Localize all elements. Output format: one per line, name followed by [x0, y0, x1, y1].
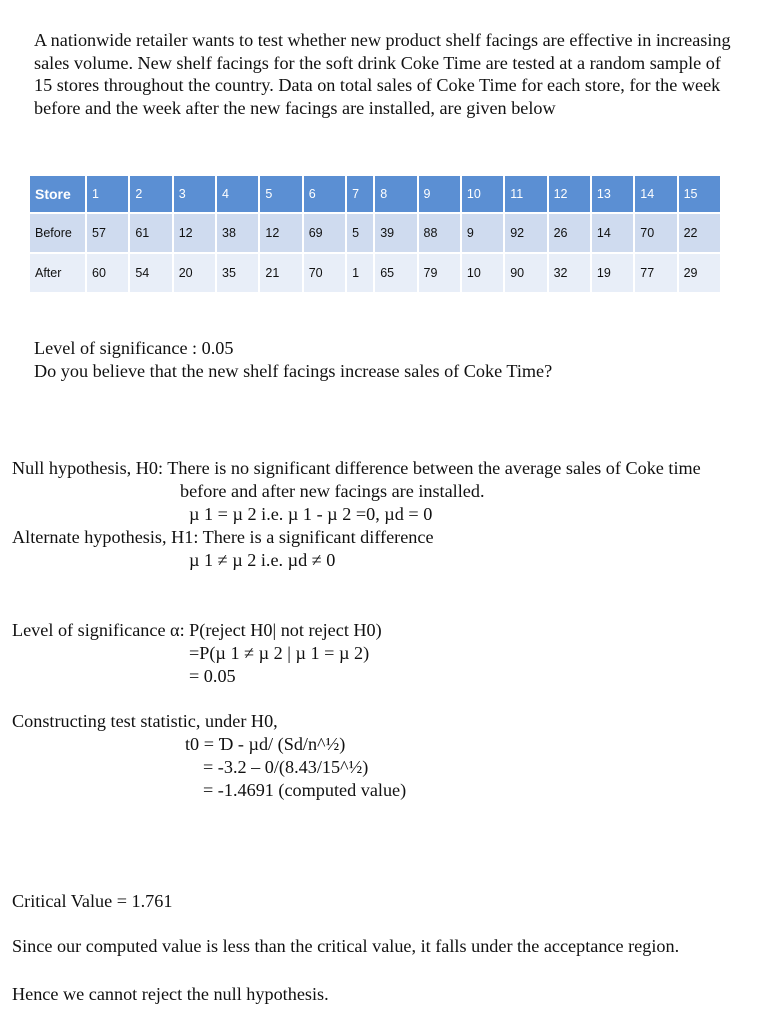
alternate-hypothesis-formula: µ 1 ≠ µ 2 i.e. µd ≠ 0: [189, 550, 336, 570]
store-number: 8: [375, 176, 416, 212]
table-cell: 5: [347, 214, 373, 252]
table-cell: 14: [592, 214, 633, 252]
table-cell: 32: [549, 254, 590, 292]
table-cell: 35: [217, 254, 258, 292]
store-number: 7: [347, 176, 373, 212]
store-number: 11: [505, 176, 546, 212]
critical-value: Critical Value = 1.761: [12, 891, 173, 911]
store-number: 4: [217, 176, 258, 212]
table-cell: 61: [130, 214, 171, 252]
table-cell: 39: [375, 214, 416, 252]
alpha-value: = 0.05: [189, 666, 236, 686]
comparison-statement: Since our computed value is less than the critical value, it falls under the acceptance region.: [12, 936, 680, 956]
test-statistic-formula: t0 = Ɗ - µd/ (Sd/n^½): [185, 734, 346, 754]
table-cell: 65: [375, 254, 416, 292]
table-cell: 29: [679, 254, 720, 292]
table-cell: 88: [419, 214, 460, 252]
intro-paragraph: A nationwide retailer wants to test whether new product shelf facings are effective in increasing sales volume. New shelf facings for the soft drink Coke Time are tested at a random sample of 15 stores throughout the country. Data on total sales of Coke Time for each store, for the week before and the week after the new facings are installed, are given below: [34, 30, 731, 118]
store-number: 2: [130, 176, 171, 212]
table-cell: 9: [462, 214, 503, 252]
table-cell: 10: [462, 254, 503, 292]
store-number: 15: [679, 176, 720, 212]
store-number: 5: [260, 176, 301, 212]
table-cell: 26: [549, 214, 590, 252]
table-cell: 69: [304, 214, 345, 252]
table-cell: 12: [260, 214, 301, 252]
table-cell: 60: [87, 254, 128, 292]
store-number: 13: [592, 176, 633, 212]
table-row-after: [30, 254, 720, 292]
table-cell: 70: [304, 254, 345, 292]
table-cell: 12: [174, 214, 215, 252]
test-statistic-substitution: = -3.2 – 0/(8.43/15^½): [203, 757, 369, 777]
question-text: Do you believe that the new shelf facings increase sales of Coke Time?: [34, 361, 553, 381]
alternate-hypothesis: Alternate hypothesis, H1: There is a significant difference: [12, 527, 434, 547]
row-label: Before: [30, 214, 85, 252]
table-header-row: [30, 176, 720, 212]
store-number: 14: [635, 176, 676, 212]
test-statistic-result: = -1.4691 (computed value): [203, 780, 407, 800]
table-cell: 79: [419, 254, 460, 292]
store-number: 12: [549, 176, 590, 212]
store-number: 9: [419, 176, 460, 212]
test-statistic-heading: Constructing test statistic, under H0,: [12, 711, 278, 731]
header-label: Store: [30, 176, 85, 212]
table-cell: 21: [260, 254, 301, 292]
table-cell: 90: [505, 254, 546, 292]
store-number: 3: [174, 176, 215, 212]
table-cell: 19: [592, 254, 633, 292]
final-conclusion: Hence we cannot reject the null hypothesis.: [12, 984, 329, 1004]
alpha-probability: =P(µ 1 ≠ µ 2 | µ 1 = µ 2): [189, 643, 370, 663]
table-cell: 22: [679, 214, 720, 252]
null-hypothesis: Null hypothesis, H0: There is no significant difference between the average sales of Coke time: [12, 458, 701, 478]
table-cell: 77: [635, 254, 676, 292]
table-cell: 57: [87, 214, 128, 252]
null-hypothesis-formula: µ 1 = µ 2 i.e. µ 1 - µ 2 =0, µd = 0: [189, 504, 433, 524]
sales-table: [28, 174, 722, 294]
table-cell: 1: [347, 254, 373, 292]
row-label: After: [30, 254, 85, 292]
table-cell: 38: [217, 214, 258, 252]
store-number: 10: [462, 176, 503, 212]
table-row-before: [30, 214, 720, 252]
alpha-definition: Level of significance α: P(reject H0| not reject H0): [12, 620, 382, 640]
null-hypothesis-continued: before and after new facings are installed.: [180, 481, 485, 501]
significance-level-text: Level of significance : 0.05: [34, 338, 234, 358]
table-cell: 54: [130, 254, 171, 292]
store-number: 6: [304, 176, 345, 212]
table-cell: 20: [174, 254, 215, 292]
table-cell: 92: [505, 214, 546, 252]
store-number: 1: [87, 176, 128, 212]
table-cell: 70: [635, 214, 676, 252]
